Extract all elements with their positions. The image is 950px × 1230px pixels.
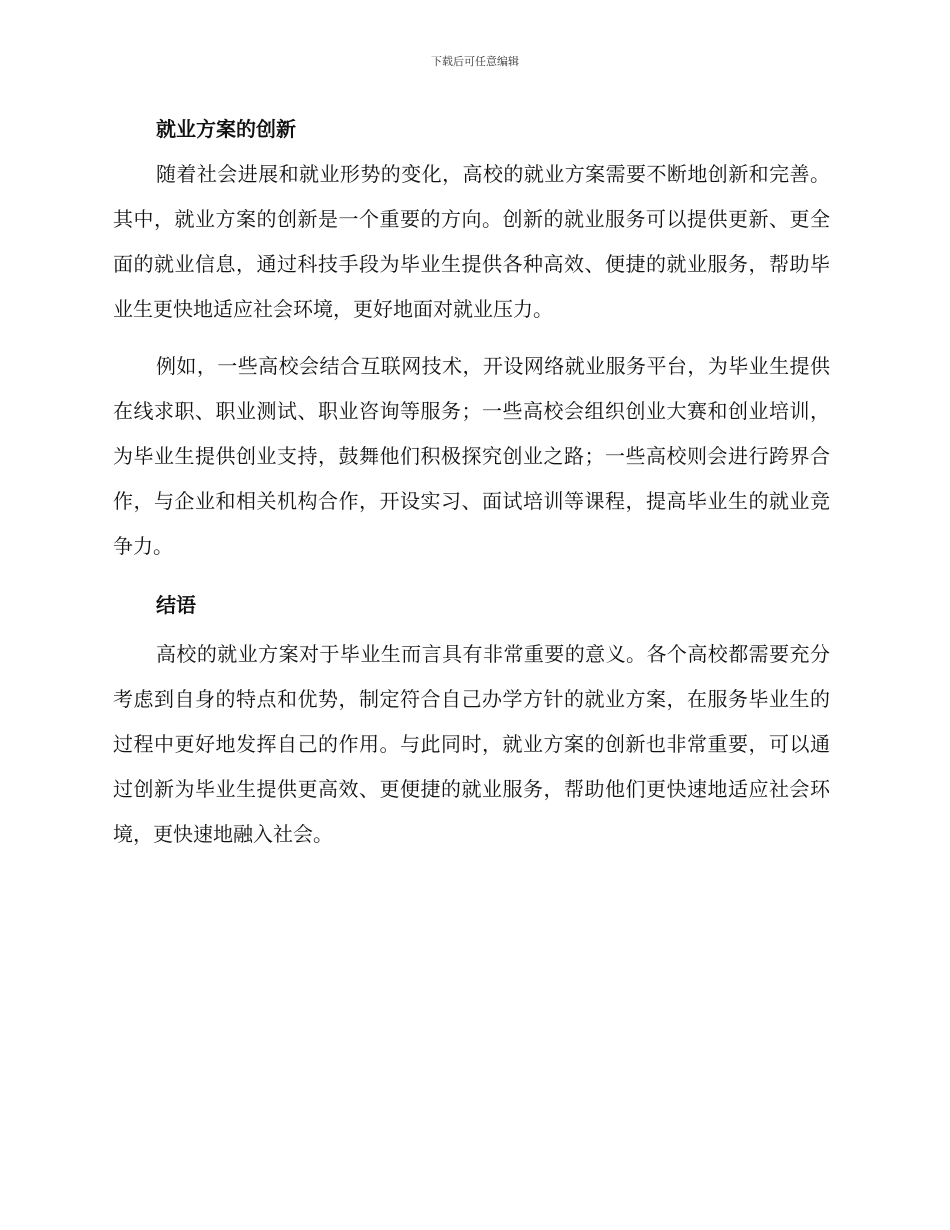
section-heading-conclusion: 结语 xyxy=(156,593,196,617)
paragraph-innovation-intro: 随着社会进展和就业形势的变化，高校的就业方案需要不断地创新和完善。其中，就业方案的创新是一个重要的方向。创新的就业服务可以提供更新、更全面的就业信息，通过科技手段为毕业生提供各种高效、便捷的就业服务，帮助毕业生更快地适应社会环境，更好地面对就业压力。 xyxy=(113,162,830,321)
paragraph-conclusion: 高校的就业方案对于毕业生而言具有非常重要的意义。各个高校都需要充分考虑到自身的特点和优势，制定符合自己办学方针的就业方案，在服务毕业生的过程中更好地发挥自己的作用。与此同时，就业方案的创新也非常重要，可以通过创新为毕业生提供更高效、更便捷的就业服务，帮助他们更快速地适应社会环境，更快速地融入社会。 xyxy=(113,642,830,846)
paragraph-innovation-examples: 例如，一些高校会结合互联网技术，开设网络就业服务平台，为毕业生提供在线求职、职业测试、职业咨询等服务；一些高校会组织创业大赛和创业培训，为毕业生提供创业支持，鼓舞他们积极探究创业之路；一些高校则会进行跨界合作，与企业和相关机构合作，开设实习、面试培训等课程，提高毕业生的就业竞争力。 xyxy=(113,354,830,558)
section-heading-innovation: 就业方案的创新 xyxy=(156,117,296,141)
document-body xyxy=(113,112,830,857)
page-header: 下载后可任意编辑 xyxy=(431,55,519,68)
